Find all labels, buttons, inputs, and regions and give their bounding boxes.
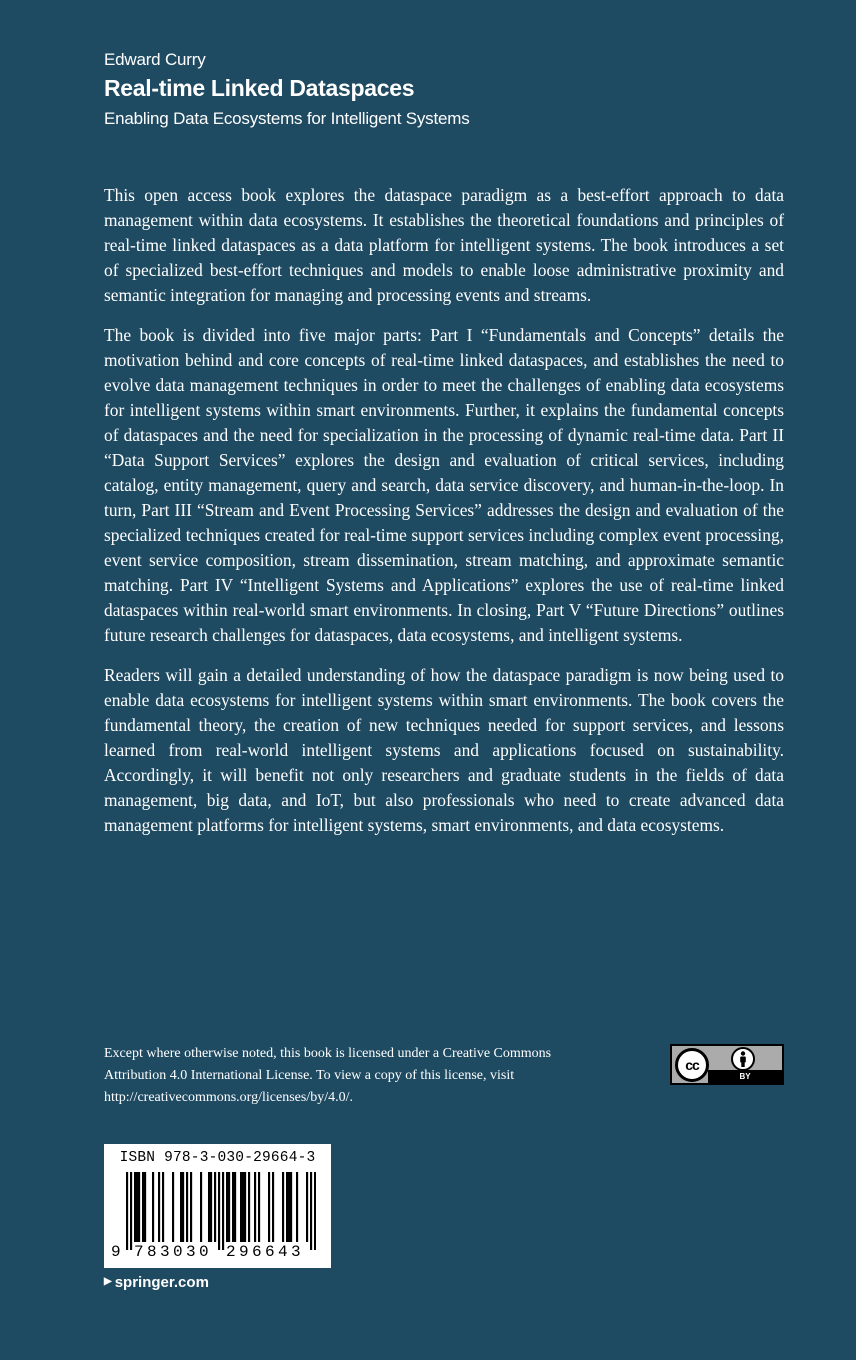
barcode-bar [226,1172,228,1242]
barcode-bar [228,1172,230,1242]
barcode-bar [288,1172,290,1242]
description-paragraph-2: The book is divided into five major parts: Part I “Fundamentals and Concepts” details the motivation behind and core concepts of real-time linked dataspaces, and establishes the need to evolve data management techniques in order to meet the challenges of enabling data ecosystems for intelligent systems within smart environments. Further, it explains the fundamental concepts of dataspaces and the need for specialization in the processing of dynamic real-time data. Part II “Data Support Services” explores the design and evaluation of critical services, including catalog, entity management, query and search, data service discovery, and human-in-the-loop. In turn, Part III “Stream and Event Processing Services” addresses the design and evaluation of the specialized techniques created for real-time support services including complex event processing, event service composition, stream dissemination, stream matching, and approximate semantic matching. Part IV “Intelligent Systems and Applications” explores the use of real-time linked dataspaces within real-world smart environments. In closing, Part V “Future Directions” outlines future research challenges for dataspaces, data ecosystems, and intelligent systems. [104,325,784,645]
barcode-bar [244,1172,246,1242]
by-label: BY [708,1070,782,1083]
barcode-bar [306,1172,308,1242]
barcode-bar [290,1172,292,1242]
barcode-bar [134,1172,136,1242]
barcode-bar [152,1172,154,1242]
barcode-bar [240,1172,242,1242]
author-name: Edward Curry [104,50,206,69]
barcode-bar [296,1172,298,1242]
barcode-bar [214,1172,216,1242]
barcode-bar [254,1172,256,1242]
barcode-bar [186,1172,188,1242]
description-paragraph-3: Readers will gain a detailed understanding of how the dataspace paradigm is now being used to enable data ecosystems for intelligent systems within smart environments. The book covers the fundamental theory, the creation of new techniques needed for support services, and lessons learned from real-world intelligent systems and applications focused on sustainability. Accordingly, it will benefit not only researchers and graduate students in the fields of data management, big data, and IoT, but also professionals who need to create advanced data management platforms for intelligent systems, smart environments, and data ecosystems. [104,665,784,835]
barcode-bars [126,1172,316,1250]
barcode-bar [180,1172,182,1242]
isbn-digit-first: 9 [111,1243,121,1261]
cc-by-license-badge[interactable] [670,1044,784,1085]
isbn-digits-left: 783030 [134,1243,213,1261]
barcode-bar [232,1172,234,1242]
barcode-bar [190,1172,192,1242]
barcode-bar [222,1172,224,1250]
barcode-bar [172,1172,174,1242]
barcode-bar [314,1172,316,1250]
barcode-bar [200,1172,202,1242]
barcode-bar [208,1172,210,1242]
isbn-digits-right: 296643 [226,1243,305,1261]
publisher-url: springer.com [114,1274,209,1291]
barcode-bar [210,1172,212,1242]
barcode-bar [126,1172,128,1250]
barcode-bar [144,1172,146,1242]
description-paragraph-1: This open access book explores the dataspace paradigm as a best-effort approach to data management within data ecosystems. It establishes the theoretical foundations and principles of real-time linked dataspaces as a data platform for intelligent systems. The book introduces a set of specialized best-effort techniques and models to enable loose administrative proximity and semantic integration for managing and processing events and streams. [104,185,784,305]
cc-icon: cc [675,1048,709,1082]
barcode-bar [242,1172,244,1242]
barcode-bar [248,1172,250,1242]
barcode-bar [234,1172,236,1242]
book-subtitle: Enabling Data Ecosystems for Intelligent Systems [104,109,470,128]
cover-header [104,48,784,134]
barcode-bar [218,1172,220,1250]
publisher-link[interactable] [104,1273,209,1293]
barcode-bar [272,1172,274,1242]
barcode-bar [138,1172,140,1242]
attribution-person-icon [731,1047,755,1071]
barcode-bar [130,1172,132,1250]
barcode-bar [258,1172,260,1242]
book-description [104,183,784,853]
barcode-bar [162,1172,164,1242]
book-title: Real-time Linked Dataspaces [104,75,415,101]
barcode-bar [268,1172,270,1242]
barcode-bar [310,1172,312,1250]
barcode-bar [282,1172,284,1242]
isbn-barcode [104,1144,331,1268]
isbn-label: ISBN 978-3-030-29664-3 [119,1150,316,1166]
barcode-bar [158,1172,160,1242]
barcode-bar [142,1172,144,1242]
arrow-right-icon: ▶ [104,1276,112,1288]
barcode-bar [286,1172,288,1242]
barcode-bar [136,1172,138,1242]
barcode-bar [182,1172,184,1242]
license-notice: Except where otherwise noted, this book is licensed under a Creative Commons Attribution 4.0 International License. To view a copy of this license, visit http://creativecommons.org/licenses/by/4.0/. [104,1046,552,1105]
